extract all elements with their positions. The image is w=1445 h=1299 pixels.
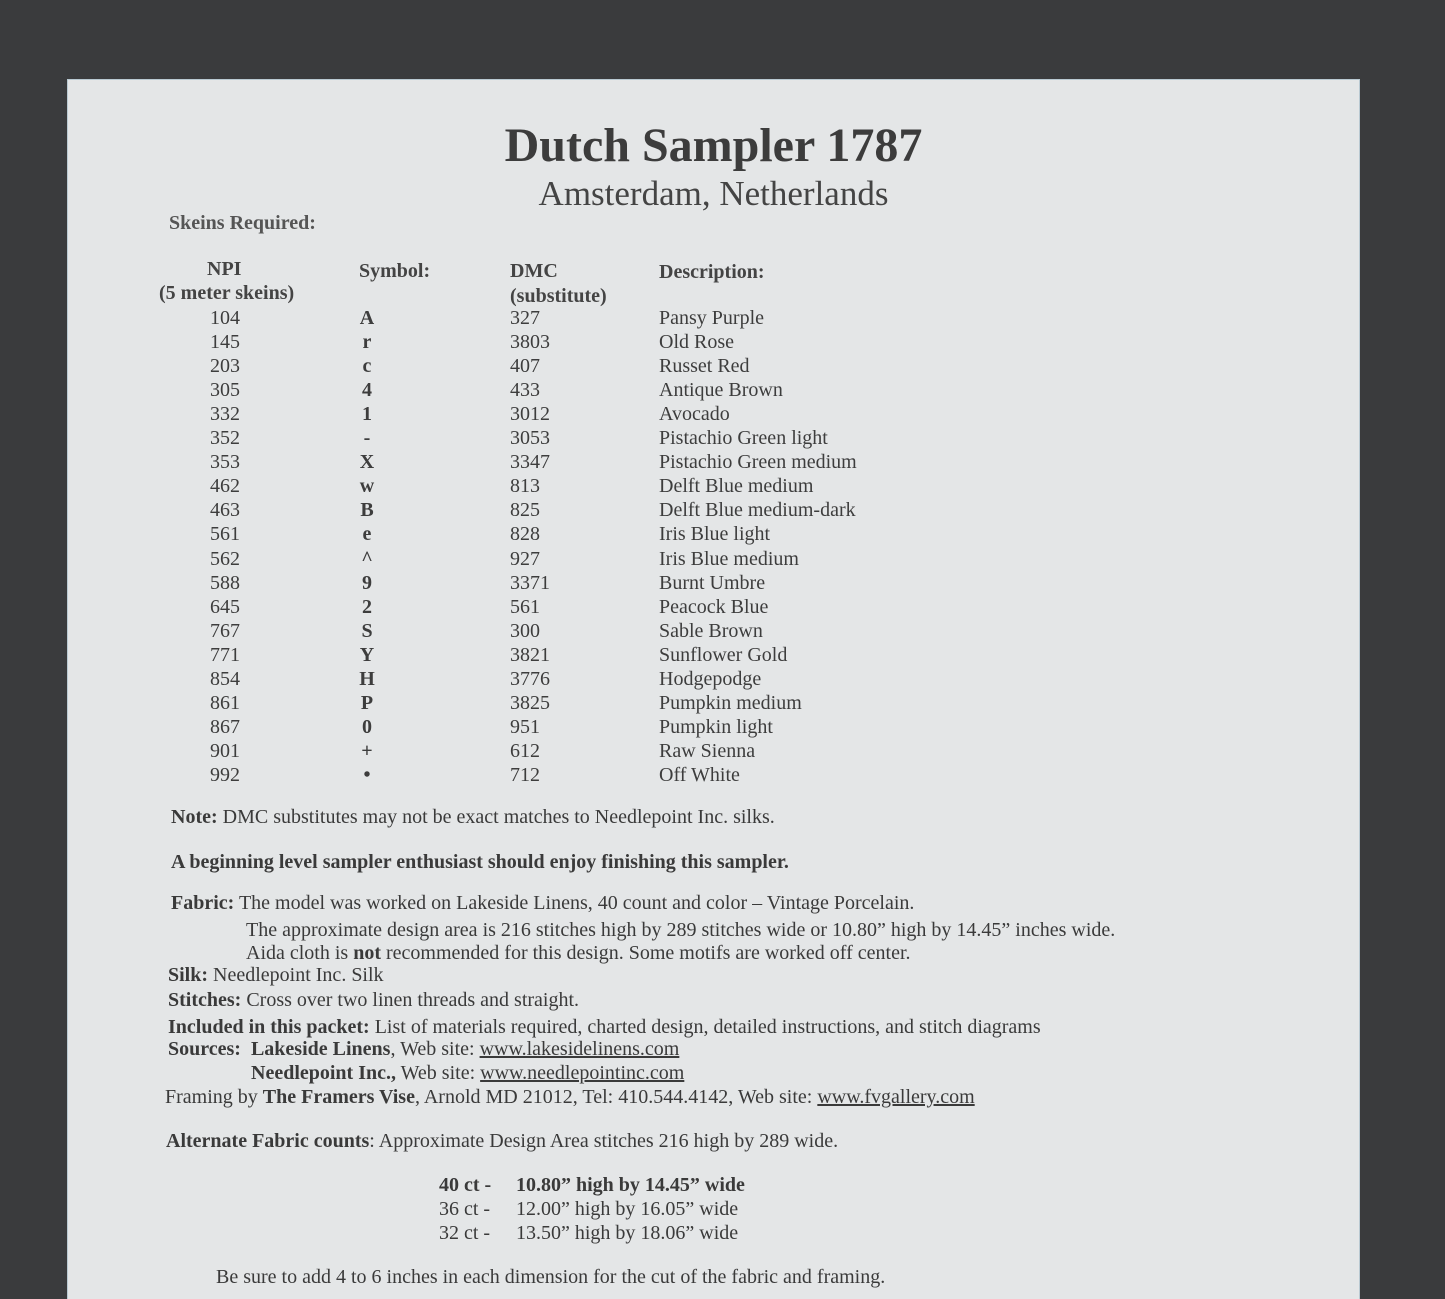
fabric-text-3c: recommended for this design. Some motifs are worked off center. [381,942,911,964]
npi-code: 992 [210,763,240,786]
count-label: 36 ct - [439,1198,491,1220]
stitch-symbol: • [363,763,371,786]
dmc-code: 712 [510,763,540,786]
npi-code: 332 [210,403,240,426]
silk-text: Needlepoint Inc. Silk [208,964,384,986]
header-dmc: DMC [510,260,558,282]
stitches-label: Stitches: [168,989,242,1011]
dmc-code: 813 [510,475,540,498]
stitch-symbol: e [362,523,372,546]
npi-code: 867 [210,715,240,738]
silk-line [168,964,384,987]
stitch-symbol: 9 [362,571,372,594]
stitch-symbol: H [359,667,375,690]
framing-text-a: Framing by [165,1086,263,1108]
fvgallery-link[interactable]: www.fvgallery.com [817,1086,975,1108]
stitch-symbol: 2 [362,595,372,618]
color-description: Pumpkin light [659,715,773,738]
framing-line [165,1086,975,1109]
footer-note: Be sure to add 4 to 6 inches in each dimension for the cut of the fabric and framing. [216,1266,886,1288]
included-text: List of materials required, charted design, detailed instructions, and stitch diagrams [369,1016,1041,1038]
stitch-symbol: X [359,451,375,474]
color-description: Delft Blue medium [659,475,814,498]
stitch-symbol: 4 [362,379,372,402]
color-description: Off White [659,763,740,786]
count-size: 10.80” high by 14.45” wide [516,1174,745,1196]
npi-code: 353 [210,451,240,474]
dmc-code: 3825 [510,691,550,714]
header-npi: NPI [207,258,242,280]
dmc-code: 951 [510,715,540,738]
needlepoint-link[interactable]: www.needlepointinc.com [480,1062,685,1084]
color-description: Pansy Purple [659,307,764,329]
color-description: Pumpkin medium [659,691,802,714]
count-label: 32 ct - [439,1222,491,1244]
color-description: Avocado [659,403,730,426]
fabric-text-3b: not [353,942,382,964]
dmc-code: 3371 [510,571,550,594]
included-line [168,1016,1041,1039]
page-subtitle: Amsterdam, Netherlands [538,174,889,213]
framing-text-c: , Arnold MD 21012, Tel: 410.544.4142, Web site: [414,1086,818,1108]
dmc-code: 3053 [510,427,550,450]
alternate-text: : Approximate Design Area stitches 216 high by 289 wide. [369,1130,839,1152]
color-description: Antique Brown [659,379,783,402]
stitch-symbol: S [361,619,373,642]
header-dmc-sub: (substitute) [510,285,607,307]
dmc-code: 3347 [510,451,550,474]
fabric-label: Fabric: [171,892,235,914]
dmc-code: 927 [510,547,540,570]
page-title: Dutch Sampler 1787 [504,119,923,172]
fabric-line-2: The approximate design area is 216 stitches high by 289 stitches wide or 10.80” high by 14.45” inches wide. [246,919,1116,941]
note-text: DMC substitutes may not be exact matches to Needlepoint Inc. silks. [217,806,775,828]
dmc-code: 828 [510,523,540,546]
npi-code: 305 [210,379,240,402]
fabric-line-1 [171,892,914,915]
stitch-symbol: w [359,475,375,498]
color-description: Pistachio Green medium [659,451,857,474]
npi-code: 645 [210,595,240,618]
npi-code: 352 [210,427,240,450]
count-size: 12.00” high by 16.05” wide [516,1198,739,1220]
sources-line-2 [251,1062,684,1085]
alternate-line [166,1130,838,1153]
dmc-code: 612 [510,739,540,762]
npi-code: 854 [210,667,240,690]
stitch-symbol: B [360,499,374,522]
source-needlepoint-mid: Web site: [396,1062,481,1084]
skeins-required-label: Skeins Required: [169,212,316,234]
npi-code: 588 [210,571,240,594]
npi-code: 767 [210,619,240,642]
header-npi-sub: (5 meter skeins) [159,282,295,304]
stitch-symbol: 1 [362,403,372,426]
stitch-symbol: + [361,739,373,762]
color-description: Old Rose [659,331,734,354]
header-symbol: Symbol: [359,260,431,282]
stitch-symbol: c [362,355,372,378]
dmc-code: 433 [510,379,540,402]
dmc-code: 825 [510,499,540,522]
pattern-sheet [68,80,1359,1299]
sources-line-1 [168,1038,679,1061]
source-lakeside-mid: , Web site: [390,1038,480,1060]
npi-code: 462 [210,475,240,498]
stitch-symbol: - [363,427,371,450]
npi-code: 901 [210,739,240,762]
count-label: 40 ct - [439,1174,492,1196]
npi-code: 203 [210,355,240,378]
color-description: Raw Sienna [659,739,756,762]
alternate-label: Alternate Fabric counts [166,1130,370,1152]
color-description: Burnt Umbre [659,571,766,594]
stitch-symbol: A [359,307,375,329]
color-description: Sunflower Gold [659,643,788,666]
npi-code: 145 [210,331,240,354]
source-lakeside-name: Lakeside Linens [250,1038,391,1060]
stitch-symbol: Y [359,643,375,666]
npi-code: 561 [210,523,240,546]
dmc-code: 3803 [510,331,550,354]
color-description: Hodgepodge [659,667,762,690]
dmc-code: 300 [510,619,540,642]
header-description: Description: [659,261,765,283]
color-description: Pistachio Green light [659,427,828,450]
color-description: Sable Brown [659,619,763,642]
stitches-line [168,989,579,1012]
stitch-symbol: P [360,691,374,714]
stitch-symbol: 0 [362,715,372,738]
color-description: Russet Red [659,355,750,378]
dmc-code: 561 [510,595,540,618]
npi-code: 104 [210,307,240,329]
npi-code: 861 [210,691,240,714]
fabric-line-3 [246,942,911,965]
color-description: Peacock Blue [659,595,769,618]
silk-label: Silk: [168,964,209,986]
count-size: 13.50” high by 18.06” wide [516,1222,739,1244]
stitch-symbol: r [362,331,372,354]
color-description: Iris Blue medium [659,547,799,570]
dmc-code: 3012 [510,403,550,426]
npi-code: 562 [210,547,240,570]
note-line [171,806,775,829]
source-needlepoint-name: Needlepoint Inc., [251,1062,396,1084]
color-description: Iris Blue light [659,523,771,546]
beginner-line: A beginning level sampler enthusiast should enjoy finishing this sampler. [171,851,789,873]
note-label: Note: [171,806,218,828]
dmc-code: 327 [510,307,540,329]
color-description: Delft Blue medium-dark [659,499,856,522]
lakeside-link[interactable]: www.lakesidelinens.com [479,1038,680,1060]
npi-code: 771 [210,643,240,666]
sources-label: Sources: [168,1038,241,1060]
dmc-code: 407 [510,355,540,378]
included-label: Included in this packet: [168,1016,370,1038]
npi-code: 463 [210,499,240,522]
stitches-text: Cross over two linen threads and straight. [241,989,580,1011]
dmc-code: 3776 [510,667,550,690]
stitch-symbol: ^ [361,547,373,570]
dmc-code: 3821 [510,643,550,666]
fabric-text-1: The model was worked on Lakeside Linens, 40 count and color – Vintage Porcelain. [238,892,915,914]
fabric-text-3a: Aida cloth is [246,942,354,964]
framing-name: The Framers Vise [262,1086,415,1108]
